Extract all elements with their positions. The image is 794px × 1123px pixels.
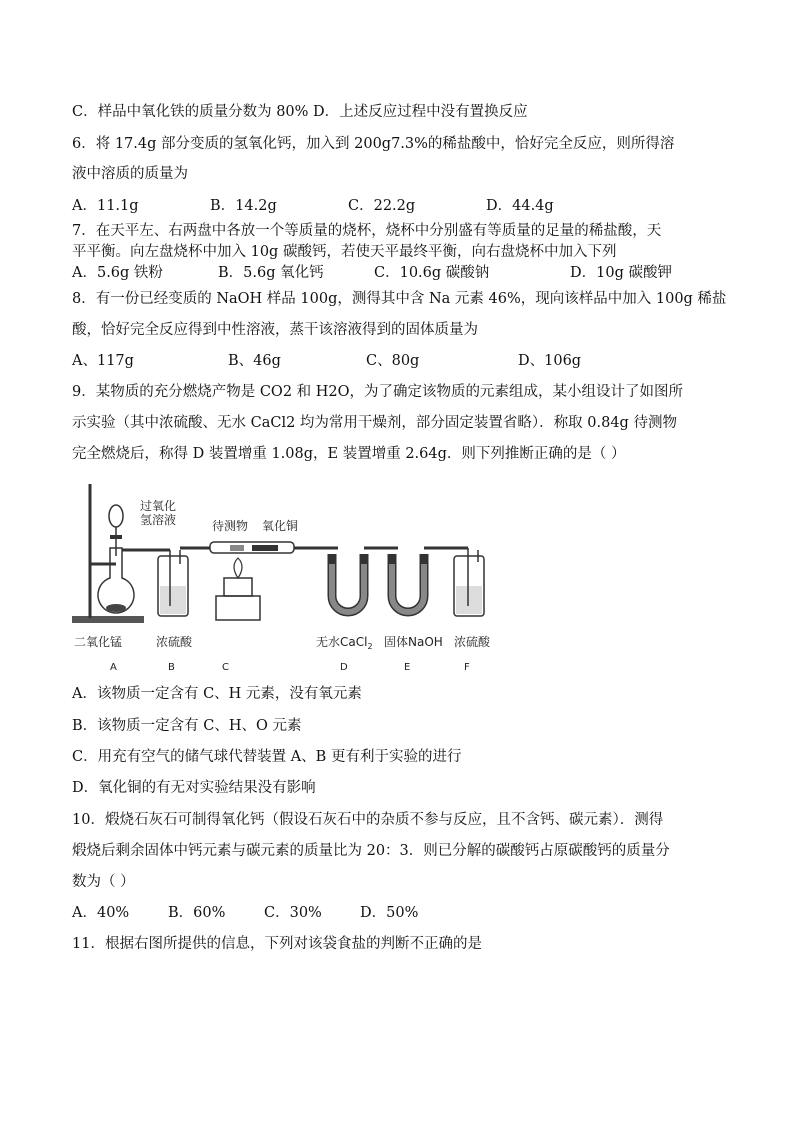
q9-stem-line-1: 9．某物质的充分燃烧产物是 CO2 和 H2O，为了确定该物质的元素组成，某小组设计了如图所: [72, 384, 684, 400]
q7-stem-line-1: 7．在天平左、右两盘中各放一个等质量的烧杯，烧杯中分别盛有等质量的足量的稀盐酸，天: [72, 223, 662, 239]
separatory-funnel: [109, 505, 123, 527]
label-h2so4-b: 浓硫酸: [156, 635, 193, 649]
q10-options: [72, 903, 418, 923]
q9-stem-line-3: 完全燃烧后，称得 D 装置增重 1.08g，E 装置增重 2.64g．则下列推断正确的是（ ）: [72, 446, 626, 462]
q9-option-b[interactable]: B．该物质一定含有 C、H、O 元素: [72, 718, 302, 734]
cuo-in-tube: [252, 545, 278, 551]
q10-stem-line-1: 10．煅烧石灰石可制得氧化钙（假设石灰石中的杂质不参与反应，且不含钙、碳元素）．测得: [72, 812, 664, 828]
label-naoh: 固体NaOH: [384, 635, 443, 649]
label-h2o2-2: 氢溶液: [140, 513, 177, 527]
naoh-fill: [392, 564, 424, 612]
q6-options: [72, 196, 554, 216]
sample-in-tube: [230, 545, 244, 551]
q6-option-a[interactable]: A．11.1g: [72, 198, 139, 214]
q6-stem-line-2: 液中溶质的质量为: [72, 166, 188, 182]
cacl2-fill: [332, 564, 364, 612]
q5-options-cd: C．样品中氧化铁的质量分数为 80% D．上述反应过程中没有置换反应: [72, 104, 528, 120]
q7-option-d[interactable]: D．10g 碳酸钾: [570, 265, 672, 281]
q8-stem-line-1: 8．有一份已经变质的 NaOH 样品 100g，测得其中含 Na 元素 46%，现向该样品中加入 100g 稀盐: [72, 291, 727, 307]
q7-stem-line-2: 平平衡。向左盘烧杯中加入 10g 碳酸钙，若使天平最终平衡，向右盘烧杯中加入下列: [72, 244, 617, 260]
letter-e: E: [404, 662, 411, 673]
funnel-stopcock: [110, 535, 122, 539]
bottle-b-liquid: [160, 586, 186, 614]
q7-option-c[interactable]: C．10.6g 碳酸钠: [374, 265, 490, 281]
letter-b: B: [168, 662, 175, 673]
q9-option-d[interactable]: D．氧化铜的有无对实验结果没有影响: [72, 780, 316, 796]
q8-option-a[interactable]: A、117g: [72, 353, 134, 369]
q6-option-b[interactable]: B．14.2g: [210, 198, 277, 214]
q6-stem-line-1: 6．将 17.4g 部分变质的氢氧化钙，加入到 200g7.3%的稀盐酸中，恰好完全反应，则所得溶: [72, 136, 675, 152]
mno2-powder: [106, 604, 126, 612]
letter-d: D: [340, 662, 348, 673]
letter-a: A: [110, 662, 117, 673]
alcohol-lamp: [224, 578, 252, 596]
letter-f: F: [464, 662, 470, 673]
q6-option-c[interactable]: C．22.2g: [348, 198, 416, 214]
q9-option-a[interactable]: A．该物质一定含有 C、H 元素，没有氧元素: [72, 686, 362, 702]
q10-option-a[interactable]: A．40%: [72, 905, 130, 921]
q7-options: [72, 263, 672, 283]
label-sample: 待测物: [212, 519, 249, 533]
q9-stem-line-2: 示实验（其中浓硫酸、无水 CaCl2 均为常用干燥剂，部分固定装置省略）．称取 0.84g 待测物: [72, 415, 677, 431]
q8-stem-line-2: 酸，恰好完全反应得到中性溶液，蒸干该溶液得到的固体质量为: [72, 322, 478, 338]
flask-a: [98, 548, 134, 613]
q8-option-b[interactable]: B、46g: [228, 353, 281, 369]
q8-option-d[interactable]: D、106g: [518, 353, 582, 369]
q9-apparatus-figure: [70, 478, 506, 678]
label-mno2: 二氧化锰: [74, 635, 123, 649]
q10-stem-line-2: 煅烧后剩余固体中钙元素与碳元素的质量比为 20：3．则已分解的碳酸钙占原碳酸钙的质量分: [72, 843, 670, 859]
burner-flame: [234, 558, 242, 578]
letter-c: C: [222, 662, 229, 673]
label-h2so4-f: 浓硫酸: [454, 635, 491, 649]
q10-option-c[interactable]: C．30%: [264, 905, 322, 921]
label-cuo: 氧化铜: [262, 519, 299, 533]
label-h2o2: 过氧化: [140, 499, 177, 513]
q10-option-d[interactable]: D．50%: [360, 905, 419, 921]
q8-option-c[interactable]: C、80g: [366, 353, 420, 369]
bottle-f-liquid: [456, 586, 482, 614]
stand-base: [72, 616, 144, 623]
lamp-block: [216, 596, 260, 620]
q10-stem-line-3: 数为（ ）: [72, 874, 135, 890]
q6-option-d[interactable]: D．44.4g: [486, 198, 554, 214]
q7-option-a[interactable]: A．5.6g 铁粉: [72, 265, 163, 281]
q8-options: [72, 351, 581, 371]
q11-stem: 11．根据右图所提供的信息，下列对该袋食盐的判断不正确的是: [72, 936, 482, 952]
q9-option-c[interactable]: C．用充有空气的储气球代替装置 A、B 更有利于实验的进行: [72, 749, 462, 765]
q7-option-b[interactable]: B．5.6g 氧化钙: [218, 265, 324, 281]
q10-option-b[interactable]: B．60%: [168, 905, 226, 921]
label-cacl2: 无水CaCl$_2$: [316, 635, 373, 651]
